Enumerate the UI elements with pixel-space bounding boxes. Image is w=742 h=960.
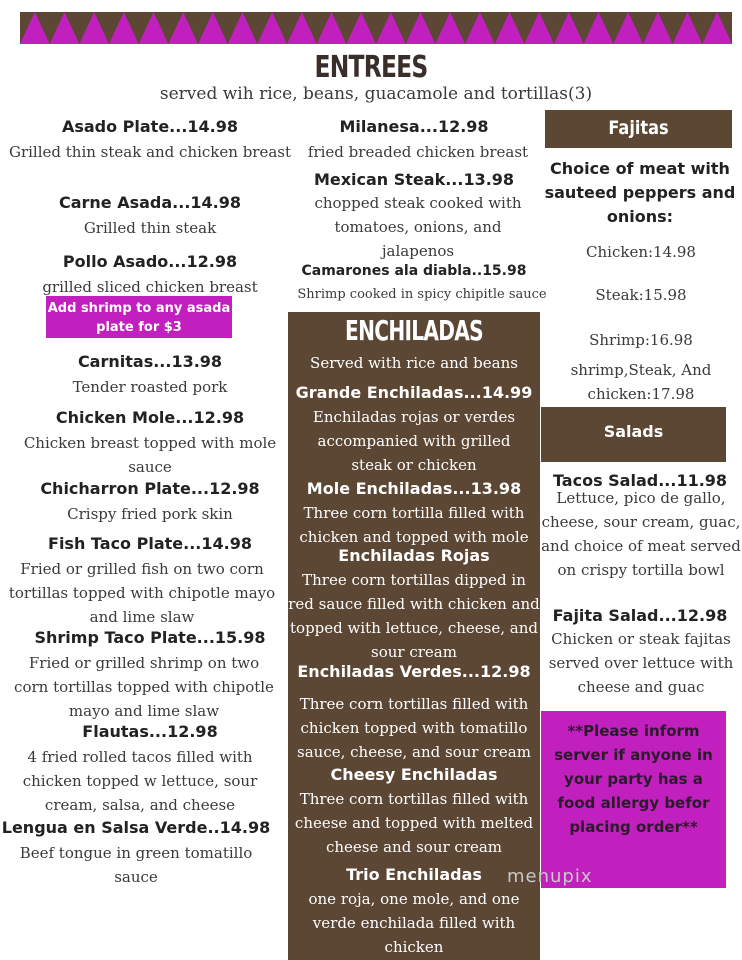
menu-item-desc: Three corn tortillas filled with chicken topped with tomatillo sauce, cheese, and sour cream [297, 695, 531, 761]
salads-header-box [541, 407, 726, 462]
menu-item-desc: Enchiladas rojas or verdes accompanied with grilled steak or chicken [312, 408, 516, 474]
allergy-notice-box [541, 711, 726, 888]
menu-item-title: Fajita Salad...12.98 [552, 606, 728, 625]
menu-item-desc: 4 fried rolled tacos filled with chicken topped w lettuce, sour cream, salsa, and cheese [22, 748, 258, 814]
menu-item-desc: Fried or grilled shrimp on two corn tortillas topped with chipotle mayo and lime slaw [14, 654, 274, 720]
menu-item-title: Tacos Salad...11.98 [552, 471, 728, 490]
fajitas-header-box [545, 110, 732, 148]
menu-item-title: Trio Enchiladas [346, 865, 482, 884]
menu-item-title: Cheesy Enchiladas [330, 765, 498, 784]
menu-item-desc: fried breaded chicken breast [307, 143, 529, 161]
menu-item-desc: Grilled thin steak [83, 219, 217, 237]
menu-item-title: Shrimp Taco Plate...15.98 [34, 628, 266, 647]
menu-item-title: Flautas...12.98 [82, 722, 218, 741]
fajitas-option: Shrimp:16.98 [589, 331, 693, 349]
fajitas-heading: Fajitas [608, 117, 669, 139]
menu-item-desc: one roja, one mole, and one verde enchilada filled with chicken [308, 890, 520, 956]
fajitas-intro: Choice of meat with sauteed peppers and onions: [544, 159, 736, 226]
menu-item-title: Enchiladas Verdes...12.98 [297, 662, 531, 681]
menu-item-desc: Grilled thin steak and chicken breast [8, 143, 292, 161]
menu-item-desc: grilled sliced chicken breast [42, 278, 258, 296]
menu-item-title: Enchiladas Rojas [338, 546, 490, 565]
menu-item-title: Chicken Mole...12.98 [55, 408, 245, 427]
allergy-notice-text: **Please inform server if anyone in your party has a food allergy befor placing order** [554, 722, 713, 836]
menu-item-title: Chicharron Plate...12.98 [40, 479, 260, 498]
shrimp-addon-text: Add shrimp to any asada plate for $3 [47, 301, 231, 335]
menu-item-desc: Shrimp cooked in spicy chipitle sauce [297, 287, 547, 302]
menu-item-desc: Fried or grilled fish on two corn tortillas topped with chipotle mayo and lime slaw [8, 560, 276, 626]
menu-item-desc: Tender roasted pork [72, 378, 228, 396]
menu-item-desc: Three corn tortillas filled with cheese and topped with melted cheese and sour cream [294, 790, 534, 856]
menu-item-title: Camarones ala diabla..15.98 [301, 263, 527, 279]
watermark-logo: menupix [507, 866, 593, 887]
menu-item-desc: Chicken breast topped with mole sauce [23, 434, 277, 476]
menu-item-desc: Beef tongue in green tomatillo sauce [19, 844, 253, 886]
fajitas-option: Chicken:14.98 [586, 243, 696, 261]
menu-item-title: Asado Plate...14.98 [61, 117, 239, 136]
menu-item-title: Pollo Asado...12.98 [62, 252, 238, 271]
menu-item-desc: Three corn tortillas dipped in red sauce filled with chicken and topped with lettuce, cheese, and sour cream [288, 571, 540, 661]
enchiladas-subheading: Served with rice and beans [310, 354, 518, 372]
menu-item-title: Fish Taco Plate...14.98 [48, 534, 252, 553]
menu-item-desc: Three corn tortilla filled with chicken and topped with mole [299, 504, 529, 546]
menu-item-title: Lengua en Salsa Verde..14.98 [1, 818, 271, 837]
enchiladas-heading: ENCHILADAS [345, 314, 483, 347]
menu-item-desc: chopped steak cooked with tomatoes, onions, and jalapenos [314, 194, 522, 260]
menu-item-desc: Lettuce, pico de gallo, cheese, sour cream, guac, and choice of meat served on crispy tortilla bowl [541, 489, 741, 579]
salads-heading: Salads [603, 422, 664, 441]
menu-item-title: Mole Enchiladas...13.98 [306, 479, 522, 498]
triangle-border [20, 12, 732, 44]
menu-item-title: Carnitas...13.98 [77, 352, 223, 371]
menu-item-title: Milanesa...12.98 [339, 117, 489, 136]
menu-item-desc: Crispy fried pork skin [67, 505, 233, 523]
menu-item-desc: Chicken or steak fajitas served over lettuce with cheese and guac [548, 630, 734, 696]
menu-item-title: Mexican Steak...13.98 [313, 170, 515, 189]
page-title: ENTREES [314, 50, 428, 85]
menu-item-title: Carne Asada...14.98 [58, 193, 242, 212]
page-subtitle: served wih rice, beans, guacamole and tortillas(3) [159, 84, 593, 104]
menu-item-title: Grande Enchiladas...14.99 [295, 383, 533, 402]
shrimp-addon-banner [46, 296, 232, 338]
fajitas-option: Steak:15.98 [595, 286, 687, 304]
fajitas-option: shrimp,Steak, And chicken:17.98 [570, 361, 712, 403]
